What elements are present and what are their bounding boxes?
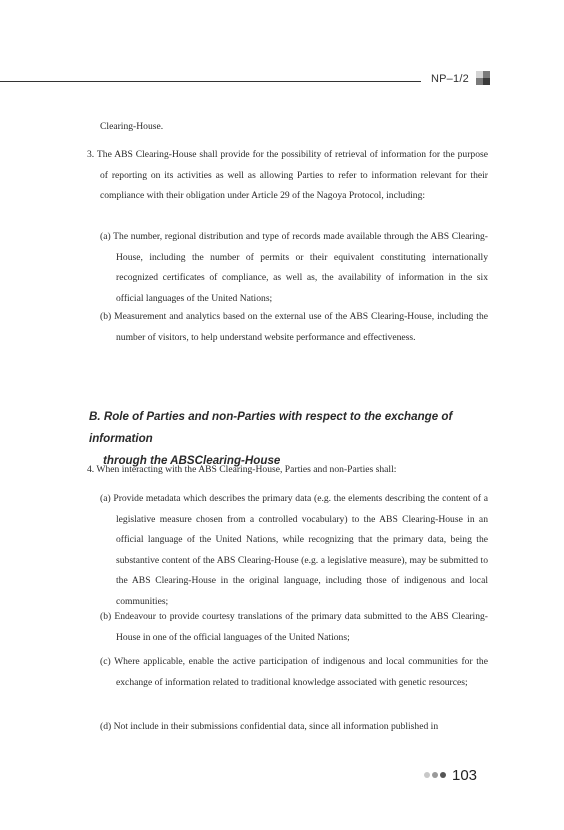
corner-square-icon (476, 71, 490, 85)
paragraph-3a: (a) The number, regional distribution and type of records made available through the ABS Clearing-House, including the number of permits or their equivalent constituting internationally recognized certificates of compliance, as well as, the availability of information in the six official languages of the United Nations; (100, 231, 488, 304)
paragraph-4: 4. When interacting with the ABS Clearing-House, Parties and non-Parties shall: (87, 464, 397, 475)
section-heading-line-1: B. Role of Parties and non-Parties with respect to the exchange of information (89, 410, 453, 445)
paragraph-3b: (b) Measurement and analytics based on the external use of the ABS Clearing-House, including the number of visitors, to help understand website performance and effectiveness. (100, 311, 488, 343)
page-number: 103 (452, 766, 478, 784)
page-footer (424, 764, 477, 786)
header-rule (0, 81, 421, 82)
paragraph-3: 3. The ABS Clearing-House shall provide for the possibility of retrieval of information for the purpose of reporting on its activities as well as allowing Parties to refer to information relevant for their compliance with their obligation under Article 29 of the Nagoya Protocol, including: (87, 149, 488, 202)
document-code: NP–1/2 (431, 73, 469, 85)
paragraph-4b: (b) Endeavour to provide courtesy translations of the primary data submitted to the ABS Clearing-House in one of the official languages of the United Nations; (100, 611, 488, 643)
footer-dots-icon (424, 772, 446, 778)
paragraph-4d: (d) Not include in their submissions confidential data, since all information published in (100, 721, 439, 732)
section-heading-line-2: through the ABSClearing-House (103, 454, 281, 467)
paragraph-4c: (c) Where applicable, enable the active participation of indigenous and local communities for the exchange of information related to traditional knowledge associated with genetic resources; (100, 656, 488, 688)
continued-text: Clearing-House. (100, 121, 164, 132)
paragraph-4a: (a) Provide metadata which describes the primary data (e.g. the elements describing the content of a legislative measure chosen from a controlled vocabulary) to the ABS Clearing-House in an official language of the United Nations, while recognizing that the primary data, being the substantive content of the ABS Clearing-House (e.g. a legislative measure), may be submitted to the ABS Clearing-House in the original language, including those of indigenous and local communities; (100, 493, 488, 607)
